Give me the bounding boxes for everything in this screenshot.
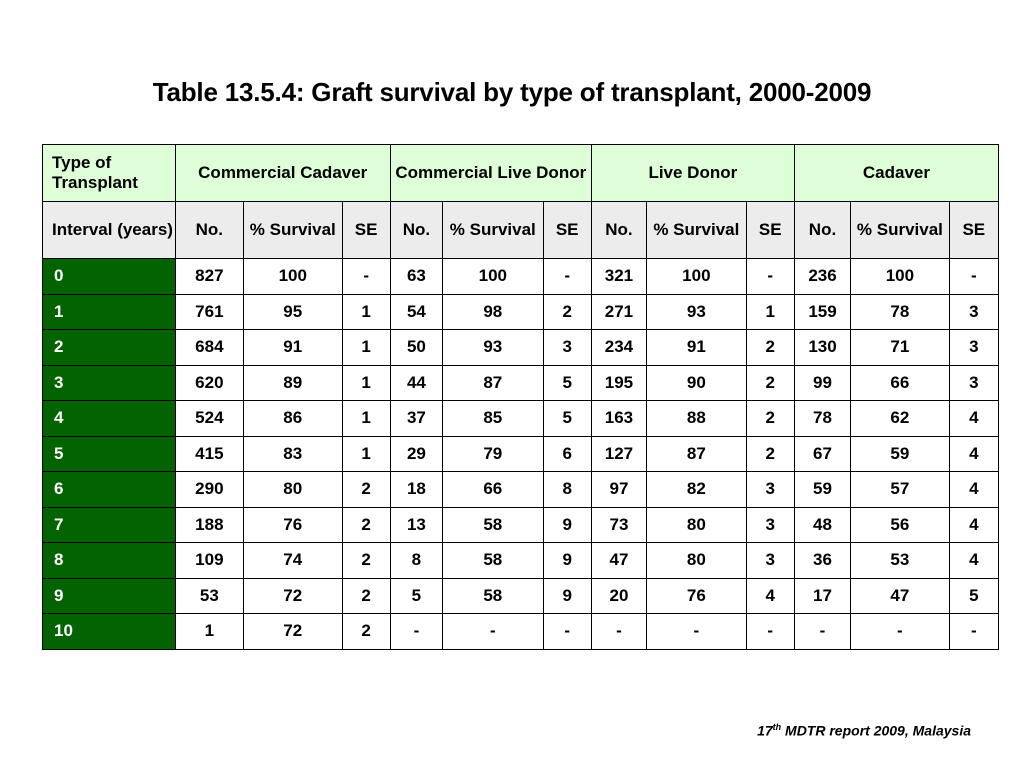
table-row (43, 330, 999, 366)
sub-header-survival: % Survival (244, 202, 343, 259)
table-cell: 66 (443, 472, 544, 508)
table-cell: 91 (647, 330, 747, 366)
table-cell: 2 (543, 294, 591, 330)
group-header-commercial-cadaver: Commercial Cadaver (175, 145, 390, 202)
corner-header-interval: Interval (years) (43, 202, 176, 259)
table-cell: 29 (390, 436, 442, 472)
sub-header-row (43, 202, 999, 259)
table-cell: 85 (443, 401, 544, 437)
table-cell: 9 (543, 543, 591, 579)
table-cell: 9 (543, 578, 591, 614)
table-cell: 98 (443, 294, 544, 330)
table-cell: 1 (175, 614, 243, 650)
table-cell: 195 (591, 365, 646, 401)
table-cell: 97 (591, 472, 646, 508)
table-cell: 83 (244, 436, 343, 472)
corner-header-type: Type of Transplant (43, 145, 176, 202)
table-cell: 57 (851, 472, 950, 508)
table-cell: 44 (390, 365, 442, 401)
table-cell: 72 (244, 578, 343, 614)
interval-cell: 10 (43, 614, 176, 650)
table-cell: 4 (949, 507, 998, 543)
table-row (43, 401, 999, 437)
interval-cell: 5 (43, 436, 176, 472)
table-cell: - (794, 614, 850, 650)
footnote-text: MDTR report 2009, Malaysia (781, 722, 971, 739)
table-cell: 80 (647, 543, 747, 579)
table-cell: 1 (342, 294, 390, 330)
page-title: Table 13.5.4: Graft survival by type of transplant, 2000-2009 (152, 77, 872, 107)
interval-cell: 2 (43, 330, 176, 366)
table-cell: 620 (175, 365, 243, 401)
table-cell: 4 (949, 401, 998, 437)
table-cell: 2 (746, 330, 794, 366)
table-body (43, 145, 999, 650)
table-cell: 13 (390, 507, 442, 543)
table-cell: 87 (443, 365, 544, 401)
table-cell: 67 (794, 436, 850, 472)
table-cell: 2 (746, 436, 794, 472)
table-cell: 54 (390, 294, 442, 330)
table-cell: 90 (647, 365, 747, 401)
table-cell: 321 (591, 259, 646, 295)
sub-header-no: No. (390, 202, 442, 259)
table-cell: - (746, 259, 794, 295)
table-cell: - (851, 614, 950, 650)
table-cell: 827 (175, 259, 243, 295)
table-cell: 73 (591, 507, 646, 543)
table-cell: 63 (390, 259, 442, 295)
table-row (43, 259, 999, 295)
interval-cell: 3 (43, 365, 176, 401)
table-cell: 2 (746, 365, 794, 401)
table-cell: 50 (390, 330, 442, 366)
table-cell: 56 (851, 507, 950, 543)
interval-cell: 7 (43, 507, 176, 543)
group-header-live-donor: Live Donor (591, 145, 794, 202)
table-cell: 20 (591, 578, 646, 614)
table-row (43, 294, 999, 330)
table-cell: 80 (244, 472, 343, 508)
table-cell: - (342, 259, 390, 295)
table-cell: 5 (390, 578, 442, 614)
table-cell: 524 (175, 401, 243, 437)
table-cell: 78 (794, 401, 850, 437)
table-cell: 74 (244, 543, 343, 579)
table-cell: 4 (949, 472, 998, 508)
table-cell: 95 (244, 294, 343, 330)
interval-cell: 4 (43, 401, 176, 437)
table-cell: 89 (244, 365, 343, 401)
interval-cell: 9 (43, 578, 176, 614)
interval-cell: 0 (43, 259, 176, 295)
sub-header-survival: % Survival (647, 202, 747, 259)
table-cell: 47 (851, 578, 950, 614)
table-cell: 761 (175, 294, 243, 330)
table-cell: 2 (342, 543, 390, 579)
interval-cell: 1 (43, 294, 176, 330)
table-cell: 3 (949, 365, 998, 401)
table-cell: - (443, 614, 544, 650)
table-cell: 3 (746, 543, 794, 579)
table-cell: 1 (342, 330, 390, 366)
table-cell: 100 (244, 259, 343, 295)
table-cell: 684 (175, 330, 243, 366)
table-cell: 71 (851, 330, 950, 366)
table-cell: 4 (949, 436, 998, 472)
table-row (43, 472, 999, 508)
table-cell: 3 (746, 472, 794, 508)
table-cell: 36 (794, 543, 850, 579)
table-cell: 163 (591, 401, 646, 437)
table-cell: 127 (591, 436, 646, 472)
table-cell: 130 (794, 330, 850, 366)
table-row (43, 436, 999, 472)
table-cell: 88 (647, 401, 747, 437)
table-cell: 37 (390, 401, 442, 437)
table-cell: 99 (794, 365, 850, 401)
table-cell: 59 (851, 436, 950, 472)
table-cell: 59 (794, 472, 850, 508)
table-cell: 87 (647, 436, 747, 472)
table-cell: 47 (591, 543, 646, 579)
table-cell: - (949, 614, 998, 650)
table-cell: 1 (342, 436, 390, 472)
table-cell: 1 (342, 365, 390, 401)
table-cell: 86 (244, 401, 343, 437)
sub-header-se: SE (342, 202, 390, 259)
footnote-number: 17 (757, 722, 773, 739)
table-cell: - (746, 614, 794, 650)
table-cell: 58 (443, 543, 544, 579)
table-cell: - (543, 614, 591, 650)
table-cell: 4 (949, 543, 998, 579)
table-cell: 100 (647, 259, 747, 295)
table-cell: 3 (543, 330, 591, 366)
table-cell: 18 (390, 472, 442, 508)
table-cell: 290 (175, 472, 243, 508)
table-row (43, 543, 999, 579)
table-cell: 3 (949, 294, 998, 330)
table-cell: 100 (851, 259, 950, 295)
group-header-row (43, 145, 999, 202)
table-cell: 234 (591, 330, 646, 366)
table-row (43, 578, 999, 614)
sub-header-se: SE (746, 202, 794, 259)
table-cell: 3 (746, 507, 794, 543)
table-cell: 1 (342, 401, 390, 437)
table-cell: 5 (543, 401, 591, 437)
table-cell: 78 (851, 294, 950, 330)
table-cell: 4 (746, 578, 794, 614)
interval-cell: 8 (43, 543, 176, 579)
table-cell: 79 (443, 436, 544, 472)
sub-header-no: No. (591, 202, 646, 259)
table-cell: 53 (851, 543, 950, 579)
table-row (43, 365, 999, 401)
table-cell: - (647, 614, 747, 650)
table-cell: 2 (342, 614, 390, 650)
table-cell: 5 (543, 365, 591, 401)
table-cell: 2 (746, 401, 794, 437)
table-cell: 76 (244, 507, 343, 543)
table-cell: 76 (647, 578, 747, 614)
table-row (43, 507, 999, 543)
table-cell: 58 (443, 578, 544, 614)
interval-cell: 6 (43, 472, 176, 508)
table-cell: 2 (342, 578, 390, 614)
table-cell: 17 (794, 578, 850, 614)
sub-header-no: No. (175, 202, 243, 259)
table-cell: 2 (342, 472, 390, 508)
table-cell: - (591, 614, 646, 650)
table-cell: 5 (949, 578, 998, 614)
table-cell: 91 (244, 330, 343, 366)
table-cell: 53 (175, 578, 243, 614)
graft-survival-table (42, 144, 999, 650)
sub-header-survival: % Survival (851, 202, 950, 259)
table-cell: 72 (244, 614, 343, 650)
table-cell: 9 (543, 507, 591, 543)
table-cell: - (390, 614, 442, 650)
table-cell: 82 (647, 472, 747, 508)
source-footnote (0, 722, 971, 739)
table-cell: 236 (794, 259, 850, 295)
table-cell: 3 (949, 330, 998, 366)
group-header-commercial-live-donor: Commercial Live Donor (390, 145, 591, 202)
group-header-cadaver: Cadaver (794, 145, 998, 202)
table-cell: 415 (175, 436, 243, 472)
table-cell: 48 (794, 507, 850, 543)
table-cell: 8 (390, 543, 442, 579)
table-cell: 93 (647, 294, 747, 330)
table-cell: 188 (175, 507, 243, 543)
table-cell: 80 (647, 507, 747, 543)
table-cell: 271 (591, 294, 646, 330)
table-cell: 93 (443, 330, 544, 366)
sub-header-se: SE (543, 202, 591, 259)
table-cell: 58 (443, 507, 544, 543)
table-cell: 62 (851, 401, 950, 437)
table-cell: 8 (543, 472, 591, 508)
table-cell: 159 (794, 294, 850, 330)
table-cell: 109 (175, 543, 243, 579)
table-cell: 66 (851, 365, 950, 401)
sub-header-survival: % Survival (443, 202, 544, 259)
table-cell: 1 (746, 294, 794, 330)
table-cell: 100 (443, 259, 544, 295)
footnote-superscript: th (772, 722, 782, 732)
sub-header-no: No. (794, 202, 850, 259)
table-cell: 6 (543, 436, 591, 472)
table-cell: - (543, 259, 591, 295)
sub-header-se: SE (949, 202, 998, 259)
table-row (43, 614, 999, 650)
table-cell: - (949, 259, 998, 295)
table-cell: 2 (342, 507, 390, 543)
